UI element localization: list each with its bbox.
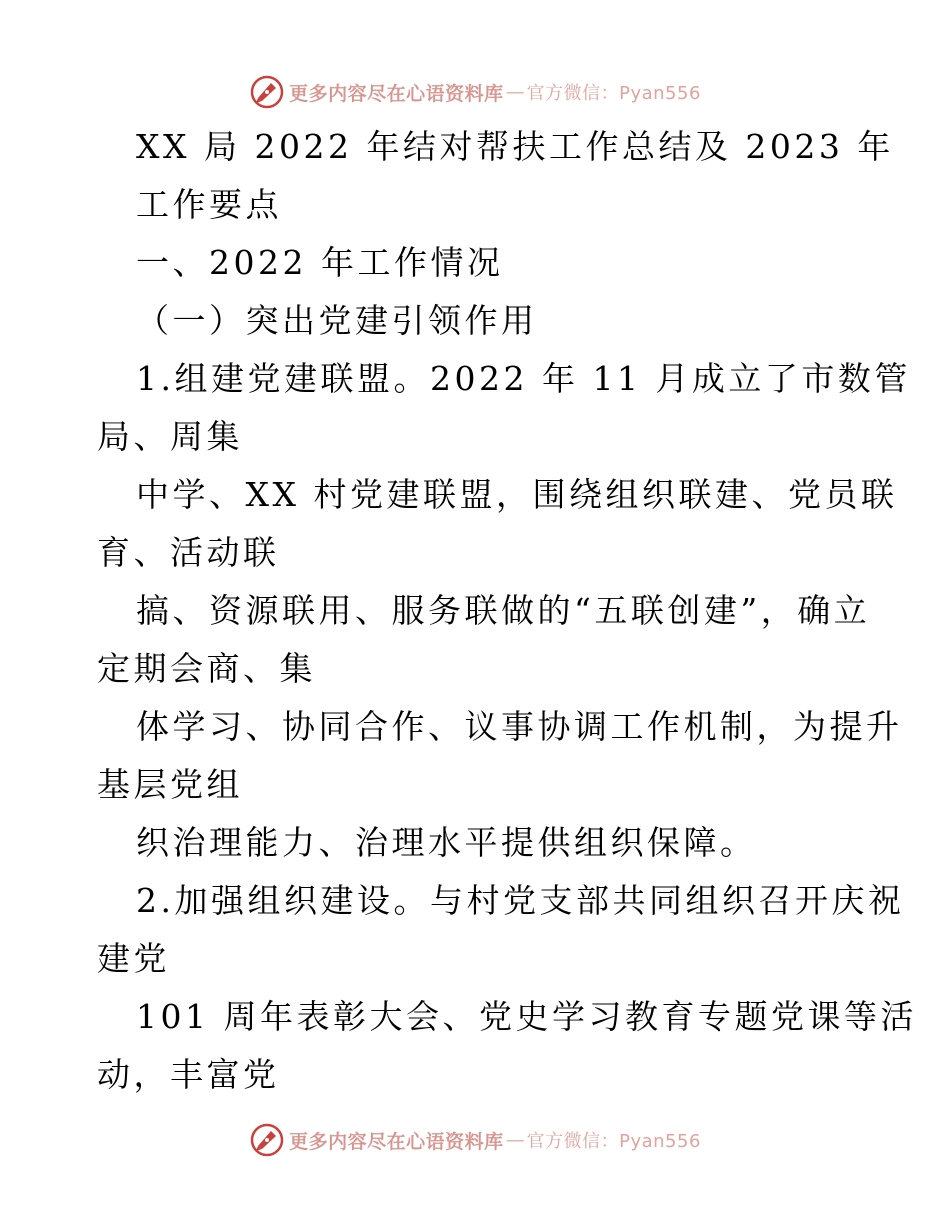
- paragraph-line: 织治理能力、治理水平提供组织保障。: [136, 823, 757, 862]
- paragraph-line: 101 周年表彰大会、党史学习教育专题党课等活: [136, 997, 917, 1036]
- watermark-separator: —: [505, 81, 525, 103]
- pen-nib-logo-icon: [249, 1122, 285, 1158]
- paragraph-line: 2.加强组织建设。与村党支部共同组织召开庆祝: [136, 881, 905, 920]
- watermark-contact-text: 官方微信：Pyan556: [526, 83, 701, 104]
- section-heading: 一、2022 年工作情况: [136, 243, 504, 282]
- paragraph-line: 定期会商、集: [97, 649, 316, 688]
- watermark-main-text: 更多内容尽在心语资料库: [289, 1130, 504, 1153]
- watermark-contact-text: 官方微信：Pyan556: [526, 1131, 701, 1152]
- watermark-separator: —: [505, 1129, 525, 1151]
- paragraph-line: 建党: [97, 939, 170, 978]
- paragraph-line: 育、活动联: [97, 533, 280, 572]
- paragraph-line: 动，丰富党: [97, 1055, 280, 1094]
- paragraph-line: 中学、XX 村党建联盟，围绕组织联建、党员联: [136, 475, 898, 514]
- pen-nib-logo-icon: [249, 74, 285, 110]
- paragraph-line: 体学习、协同合作、议事协调工作机制，为提升: [136, 707, 903, 746]
- watermark-header: [0, 72, 950, 112]
- watermark-main-text: 更多内容尽在心语资料库: [289, 82, 504, 105]
- paragraph-line: 搞、资源联用、服务联做的“五联创建”，确立: [136, 591, 871, 630]
- paragraph-line: 1.组建党建联盟。2022 年 11 月成立了市数管: [136, 359, 911, 398]
- watermark-footer: [0, 1120, 950, 1160]
- doc-title-line-2: 工作要点: [136, 185, 282, 224]
- subsection-heading: （一）突出党建引领作用: [136, 301, 538, 340]
- doc-title-line-1: XX 局 2022 年结对帮扶工作总结及 2023 年: [136, 127, 894, 166]
- paragraph-line: 基层党组: [97, 765, 243, 804]
- paragraph-line: 局、周集: [97, 417, 243, 456]
